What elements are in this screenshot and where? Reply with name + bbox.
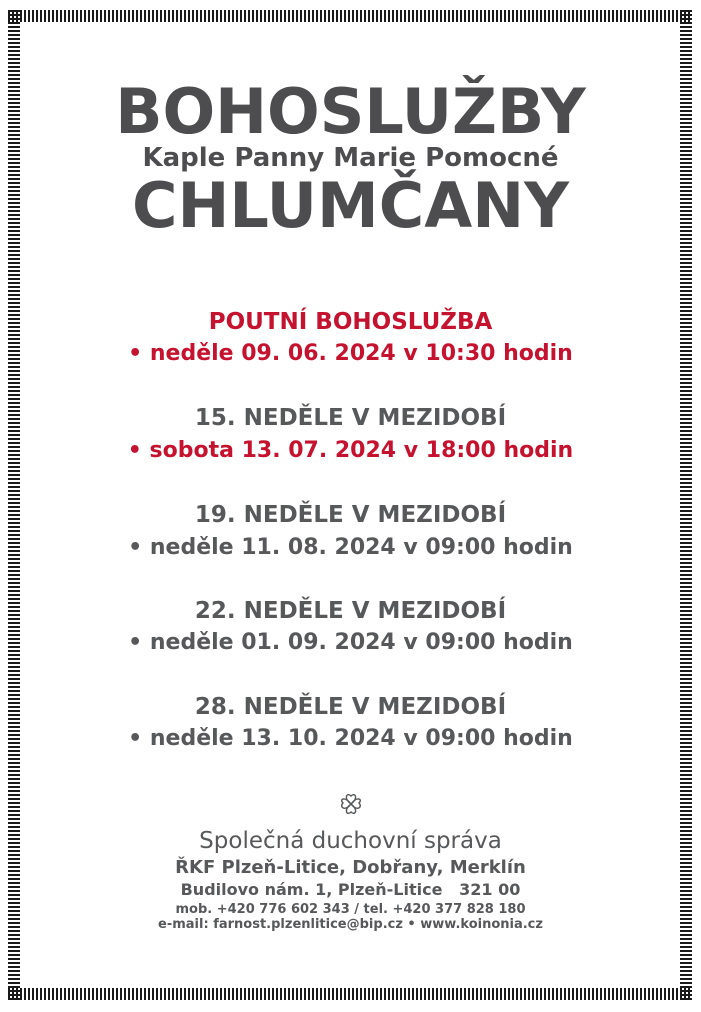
event-date: • neděle 09. 06. 2024 v 10:30 hodin (128, 341, 573, 366)
event-name: 28. NEDĚLE V MEZIDOBÍ (194, 694, 507, 720)
event-date: • neděle 01. 09. 2024 v 09:00 hodin (128, 630, 573, 655)
event-name: 15. NEDĚLE V MEZIDOBÍ (194, 405, 507, 431)
event-date: • neděle 13. 10. 2024 v 09:00 hodin (128, 726, 573, 751)
event-date: • sobota 13. 07. 2024 v 18:00 hodin (127, 438, 574, 463)
dashed-border-top (8, 10, 692, 22)
organization-email: e-mail: farnost.plzenlitice@bip.cz • www.koinonia.cz (158, 917, 543, 932)
poster-title: BOHOSLUŽBY (115, 75, 586, 148)
place-name: CHLUMČANY (132, 169, 569, 242)
event-name: 19. NEDĚLE V MEZIDOBÍ (194, 502, 507, 528)
event-name: POUTNÍ BOHOSLUŽBA (208, 309, 493, 335)
organization-phone: mob. +420 776 602 343 / tel. +420 377 828 180 (175, 902, 526, 917)
dashed-border-bottom (8, 988, 692, 1000)
heart-knot-icon (0, 790, 701, 822)
event-name: 22. NEDĚLE V MEZIDOBÍ (194, 598, 507, 624)
organization-name: Společná duchovní správa (199, 828, 502, 854)
organization-parishes: ŘKF Plzeň-Litice, Dobřany, Merklín (175, 857, 526, 878)
chapel-name: Kaple Panny Marie Pomocné (142, 143, 559, 173)
organization-address: Budilovo nám. 1, Plzeň-Litice 321 00 (180, 880, 521, 899)
event-date: • neděle 11. 08. 2024 v 09:00 hodin (128, 535, 573, 560)
